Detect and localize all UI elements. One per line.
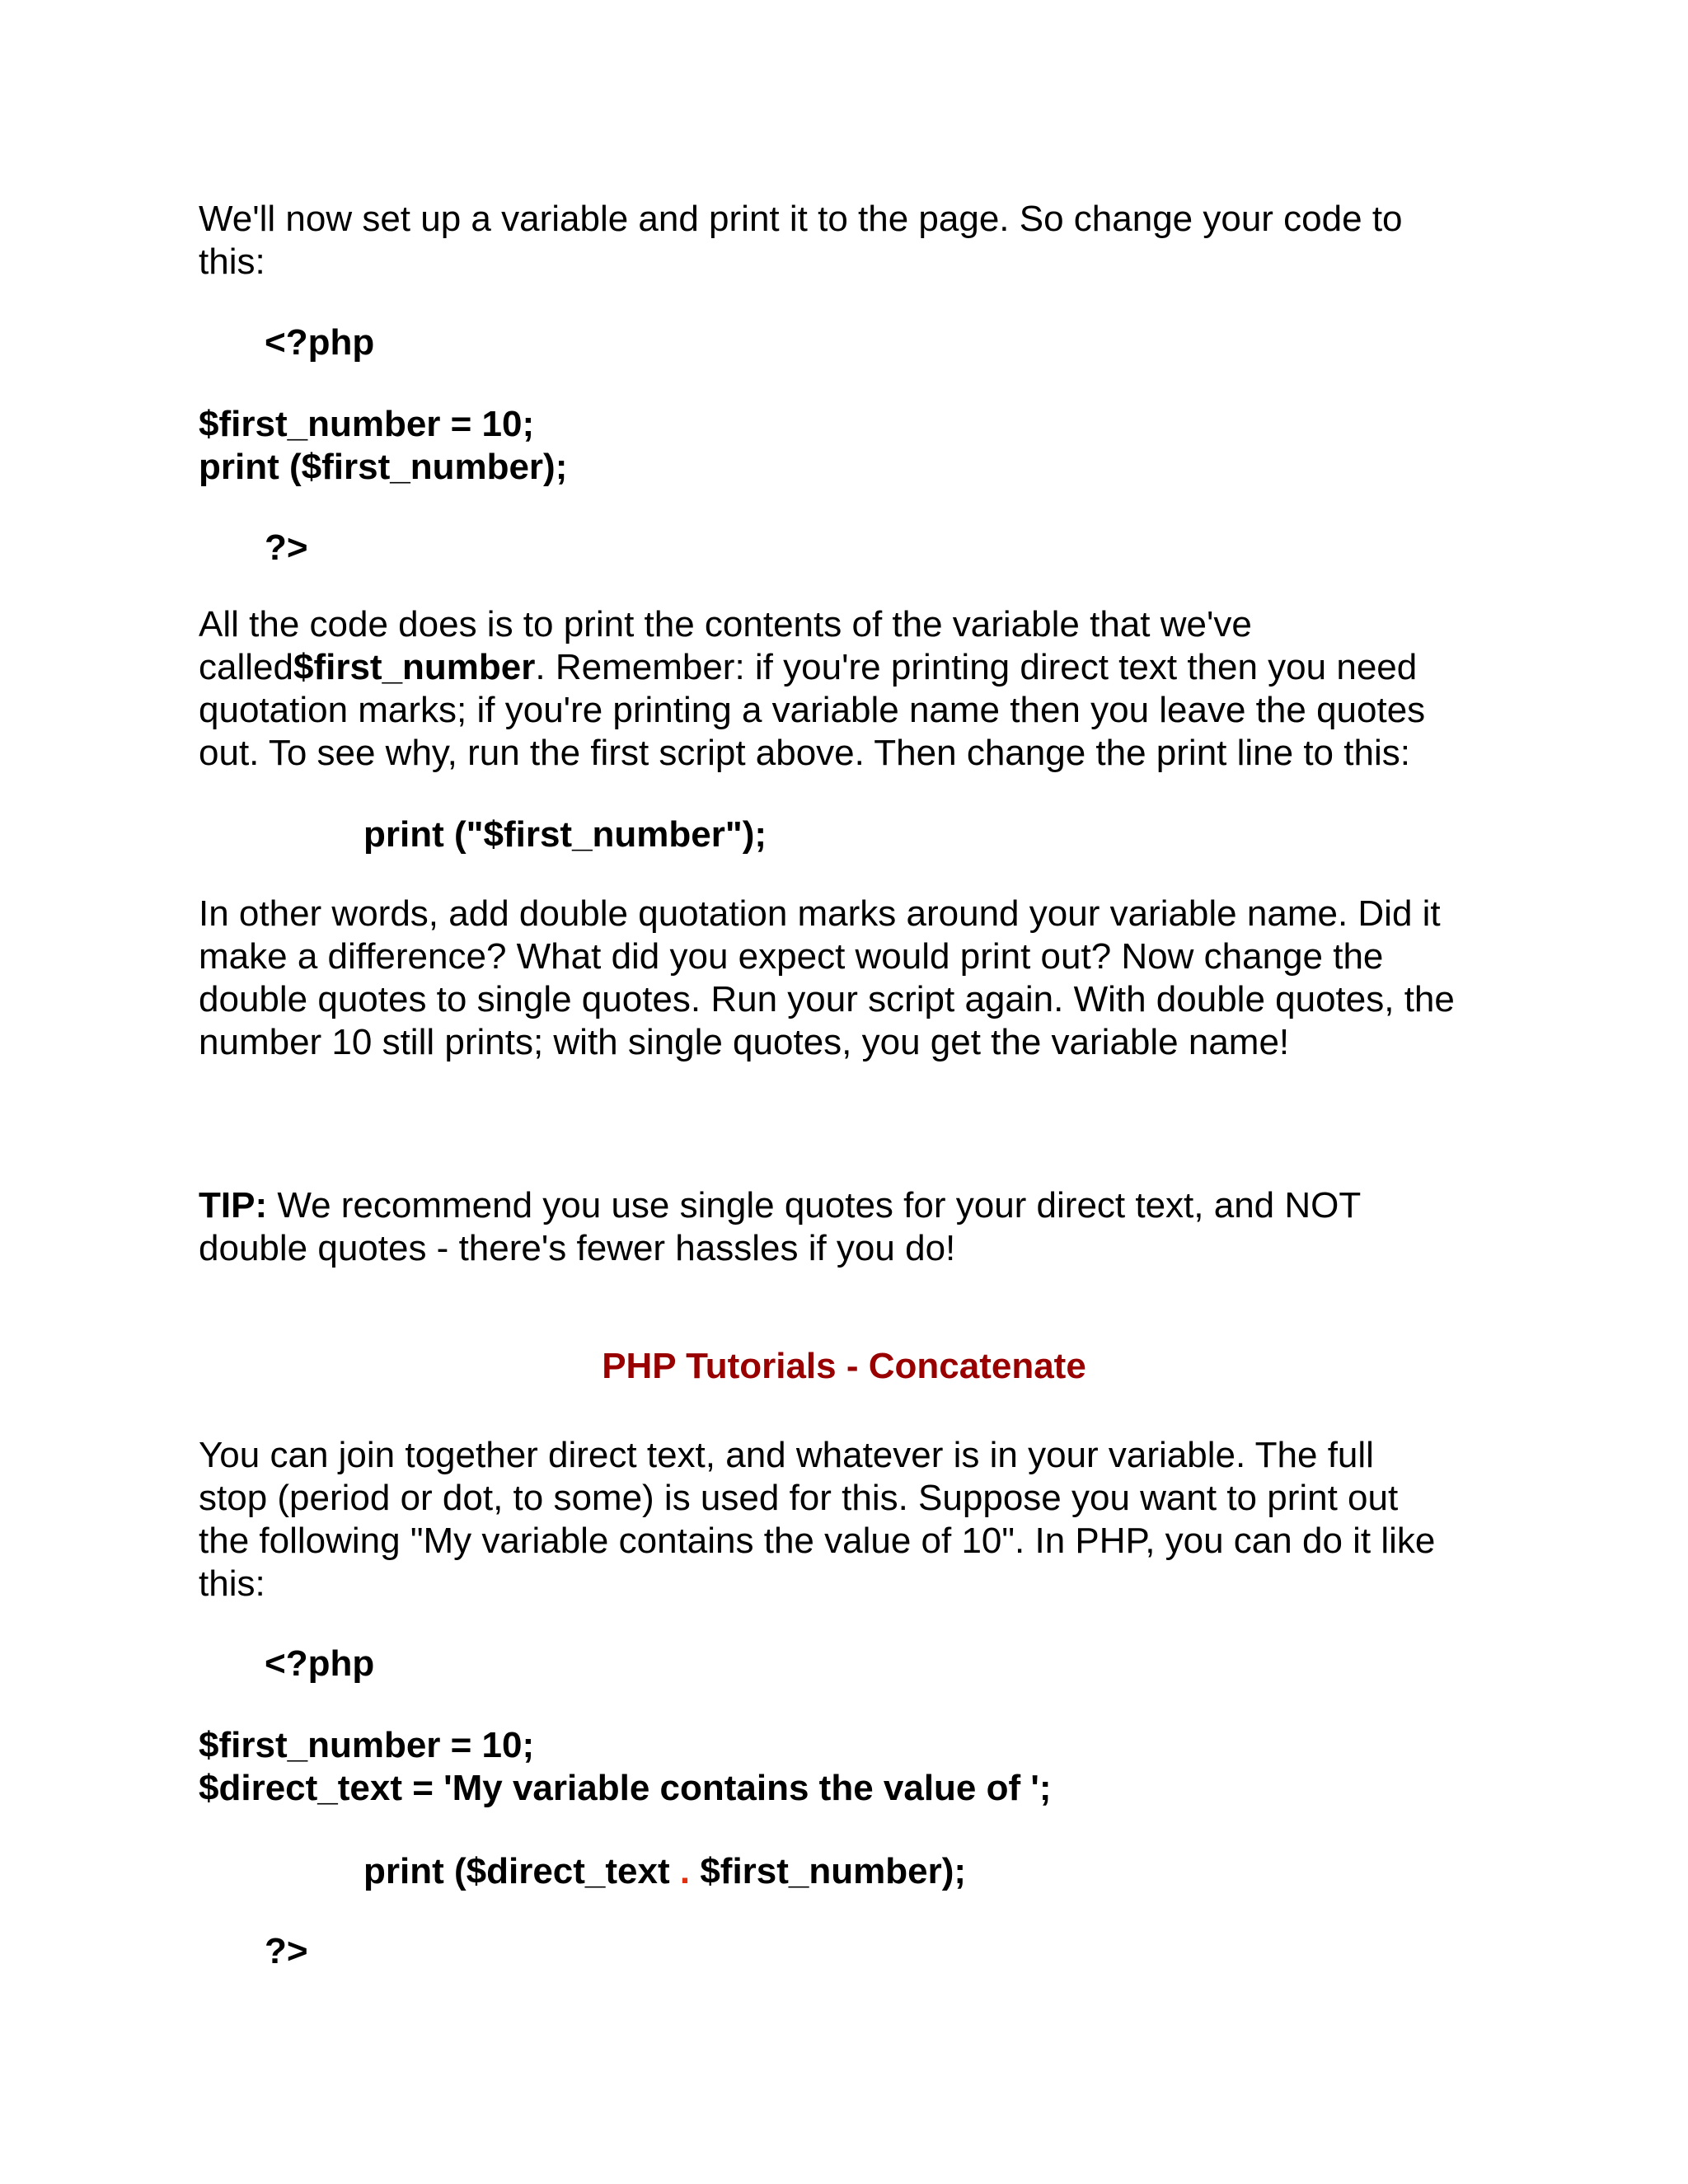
text-line: All the code does is to print the contents of the variable that we've [199,604,1252,644]
text-line: We recommend you use single quotes for your direct text, and NOT [267,1185,1362,1226]
code-block [199,1724,1501,1810]
text-line: make a difference? What did you expect would print out? Now change the [199,936,1384,977]
explanation-paragraph [199,603,1501,775]
print-concatenate-code [363,1850,1666,1893]
tip-label: TIP: [199,1185,268,1226]
code-line: $direct_text = 'My variable contains the value of '; [199,1768,1052,1808]
text-line: called [199,647,293,687]
php-open-tag: <?php [265,1643,375,1684]
text-line: quotation marks; if you're printing a variable name then you leave the quotes [199,690,1426,730]
text-line: out. To see why, run the first script above. Then change the print line to this: [199,733,1410,773]
text-line: We'll now set up a variable and print it to the page. So change your code to [199,199,1403,239]
section-heading: PHP Tutorials - Concatenate [602,1346,1086,1386]
text-line: double quotes to single quotes. Run your script again. With double quotes, the [199,979,1455,1019]
code-part: $first_number); [690,1851,967,1891]
php-open-tag: <?php [265,322,375,363]
text-line: number 10 still prints; with single quotes, you get the variable name! [199,1022,1290,1062]
code-block [199,403,1501,489]
text-line: You can join together direct text, and whatever is in your variable. The full [199,1435,1374,1475]
print-quoted-code: print ("$first_number"); [363,814,767,855]
code-line: $first_number = 10; [199,404,535,444]
text-line: stop (period or dot, to some) is used for this. Suppose you want to print out [199,1478,1399,1518]
text-line: . Remember: if you're printing direct text then you need [535,647,1418,687]
code-line: print ($first_number); [199,447,568,487]
text-line: this: [199,1563,265,1604]
php-close-tag: ?> [265,527,308,568]
text-line: the following "My variable contains the value of 10". In PHP, you can do it like [199,1521,1436,1561]
code-line: $first_number = 10; [199,1725,535,1765]
text-line: In other words, add double quotation marks around your variable name. Did it [199,893,1441,934]
intro-paragraph [199,198,1501,284]
concatenate-intro-paragraph [199,1434,1501,1605]
variable-name-bold: $first_number [293,647,536,687]
quotes-paragraph [199,893,1501,1064]
text-line: double quotes - there's fewer hassles if you do! [199,1228,956,1268]
php-close-tag: ?> [265,1931,308,1971]
concatenation-dot: . [679,1851,691,1891]
text-line: this: [199,241,265,282]
code-part: print ($direct_text [363,1851,680,1891]
tip-paragraph [199,1184,1501,1270]
